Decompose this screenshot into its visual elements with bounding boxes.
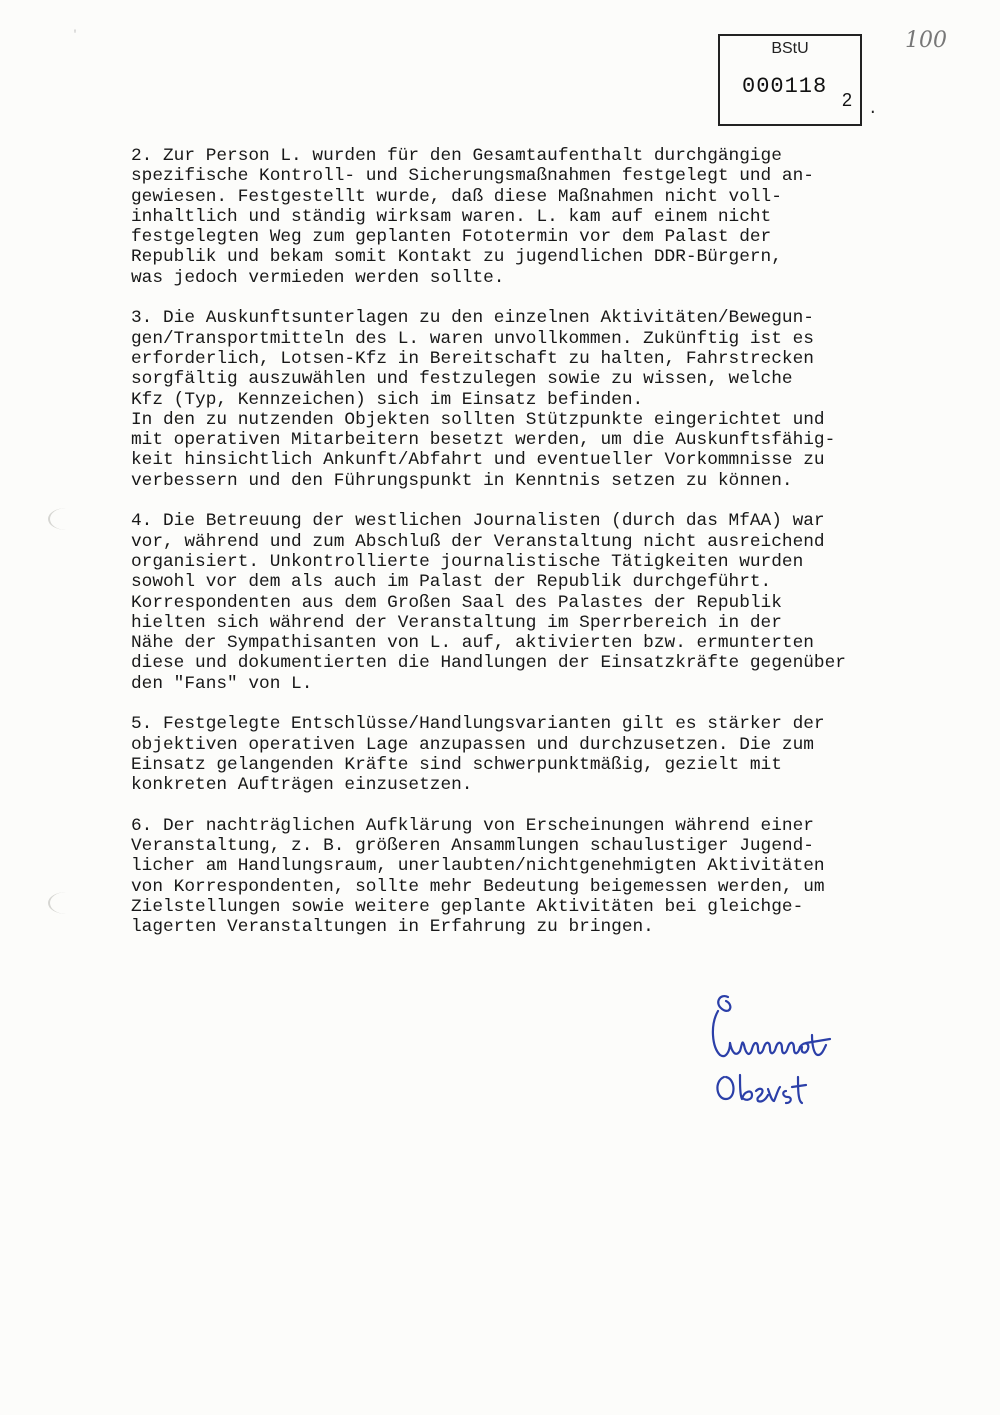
text-line: den "Fans" von L. [131, 673, 313, 694]
stamp-page-number: 2 [842, 90, 853, 110]
text-line: licher am Handlungsraum, unerlaubten/nichtgenehmigten Aktivitäten [131, 856, 825, 877]
text-line: 3. Die Auskunftsunterlagen zu den einzelnen Aktivitäten/Bewegun- [131, 308, 814, 329]
text-line: sowohl vor dem als auch im Palast der Republik durchgeführt. [131, 572, 772, 593]
text-line: verbessern und den Führungspunkt in Kenntnis setzen zu können. [131, 470, 793, 491]
text-line: Veranstaltung, z. B. größeren Ansammlungen schaulustiger Jugend- [131, 836, 814, 857]
paragraph [131, 714, 971, 795]
text-line: gen/Transportmitteln des L. waren unvollkommen. Zukünftig ist es [131, 328, 814, 349]
text-line: objektiven operativen Lage anzupassen und durchzusetzen. Die zum [131, 734, 814, 755]
text-line: diese und dokumentierten die Handlungen der Einsatzkräfte gegenüber [131, 653, 846, 674]
text-line: organisiert. Unkontrollierte journalistische Tätigkeiten wurden [131, 551, 804, 572]
text-line: spezifische Kontroll- und Sicherungsmaßnahmen festgelegt und an- [131, 166, 814, 187]
stamp-title: BStU [771, 40, 809, 57]
text-line: konkreten Aufträgen einzusetzen. [131, 775, 473, 796]
text-line: 4. Die Betreuung der westlichen Journalisten (durch das MfAA) war [131, 511, 825, 532]
text-line: 5. Festgelegte Entschlüsse/Handlungsvarianten gilt es stärker der [131, 714, 825, 735]
text-line: keit hinsichtlich Ankunft/Abfahrt und eventueller Vorkommnisse zu [131, 450, 825, 471]
text-line: Republik und bekam somit Kontakt zu jugendlichen DDR-Bürgern, [131, 247, 782, 268]
punch-hole-lower [48, 892, 84, 914]
text-line: 6. Der nachträglichen Aufklärung von Erscheinungen während einer [131, 815, 814, 836]
archive-stamp [718, 34, 862, 126]
paragraph [131, 816, 971, 938]
text-line: hielten sich während der Veranstaltung im Sperrbereich in der [131, 612, 782, 633]
text-line: sorgfältig auszuwählen und festzulegen sowie zu wissen, welche [131, 369, 793, 390]
stamp-number: 000118 [742, 74, 828, 99]
text-line: Nähe der Sympathisanten von L. auf, aktivierten bzw. ermunterten [131, 633, 814, 654]
paragraph [131, 308, 971, 491]
text-line: lagerten Veranstaltungen in Erfahrung zu bringen. [131, 917, 654, 938]
stamp-dot: . [868, 100, 878, 118]
text-line: vor, während und zum Abschluß der Veranstaltung nicht ausreichend [131, 531, 825, 552]
text-line: Zielstellungen sowie weitere geplante Aktivitäten bei gleichge- [131, 896, 804, 917]
scan-artifact: ' [72, 30, 79, 41]
text-line: Kfz (Typ, Kennzeichen) sich im Einsatz befinden. [131, 389, 644, 410]
text-line: gewiesen. Festgestellt wurde, daß diese Maßnahmen nicht voll- [131, 186, 782, 207]
document-body [131, 146, 971, 958]
paragraph [131, 511, 971, 694]
text-line: festgelegten Weg zum geplanten Fototermin vor dem Palast der [131, 227, 772, 248]
paragraph [131, 146, 971, 288]
text-line: erforderlich, Lotsen-Kfz in Bereitschaft zu halten, Fahrstrecken [131, 348, 814, 369]
text-line: mit operativen Mitarbeitern besetzt werden, um die Auskunftsfähig- [131, 430, 836, 451]
folio-number: 100 [905, 28, 947, 53]
text-line: was jedoch vermieden werden sollte. [131, 267, 505, 288]
punch-hole-upper [48, 508, 84, 530]
text-line: von Korrespondenten, sollte mehr Bedeutung beigemessen werden, um [131, 876, 825, 897]
text-line: Korrespondenten aus dem Großen Saal des Palastes der Republik [131, 592, 782, 613]
handwritten-signature [700, 985, 870, 1125]
signature-image [700, 985, 870, 1125]
text-line: In den zu nutzenden Objekten sollten Stützpunkte eingerichtet und [131, 409, 825, 430]
text-line: Einsatz gelangenden Kräfte sind schwerpunktmäßig, gezielt mit [131, 754, 782, 775]
text-line: 2. Zur Person L. wurden für den Gesamtaufenthalt durchgängige [131, 146, 782, 166]
text-line: inhaltlich und ständig wirksam waren. L. kam auf einem nicht [131, 206, 772, 227]
